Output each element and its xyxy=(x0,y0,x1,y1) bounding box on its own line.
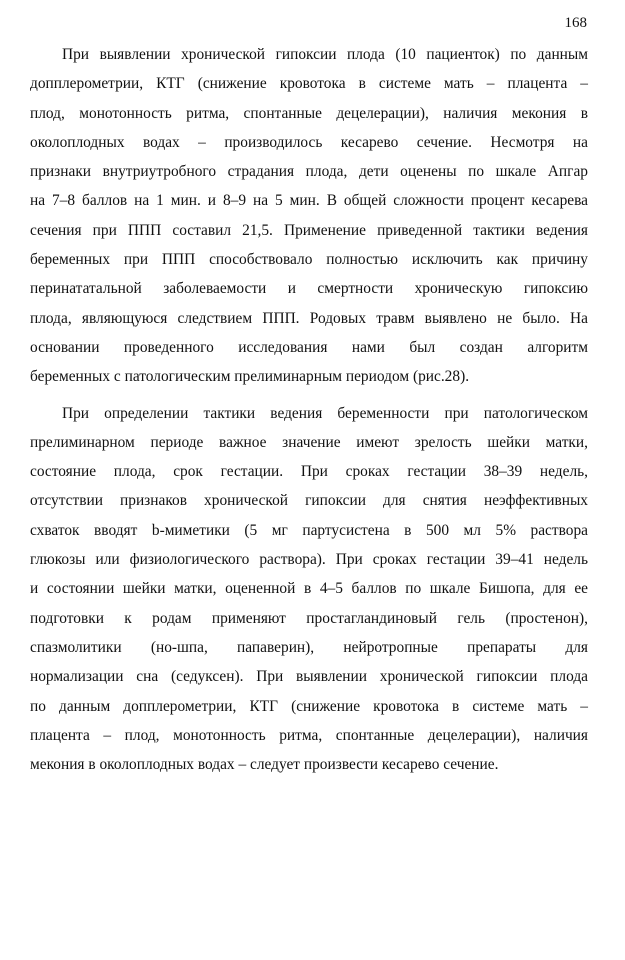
paragraph-1-line-11: основании проведенного исследования нами был создан алгоритм xyxy=(30,338,588,356)
paragraph-2-line-13: мекония в околоплодных водах – следует произвести кесарево сечение. xyxy=(30,756,499,774)
paragraph-2-line-9: спазмолитики (но-шпа, папаверин), нейротропные препараты для xyxy=(30,638,588,656)
paragraph-gap xyxy=(62,392,588,399)
paragraph-1-line-1: При выявлении хронической гипоксии плода (10 пациенток) по данным xyxy=(62,46,588,63)
paragraph-1-line-5: признаки внутриутробного страдания плода, дети оценены по шкале Апгар xyxy=(30,163,588,181)
paragraph-2-line-5: схваток вводят b-миметики (5 мг партусистена в 500 мл 5% раствора xyxy=(30,521,588,539)
paragraph-2-line-8: подготовки к родам применяют простагландиновый гель (простенон), xyxy=(30,609,588,627)
paragraph-2-line-2: прелиминарном периоде важное значение имеют зрелость шейки матки, xyxy=(30,433,588,451)
paragraph-2-line-12: плацента – плод, монотонность ритма, спонтанные децелерации), наличия xyxy=(30,726,588,744)
paragraph-1-line-4: околоплодных водах – производилось кесарево сечение. Несмотря на xyxy=(30,133,588,151)
paragraph-1-line-9: перинататальной заболеваемости и смертности хроническую гипоксию xyxy=(30,280,588,298)
paragraph-2-line-3: состояние плода, срок гестации. При сроках гестации 38–39 недель, xyxy=(30,463,588,481)
paragraph-1-line-10: плода, являющуюся следствием ППП. Родовых травм выявлено не было. На xyxy=(30,309,588,327)
paragraph-2-line-6: глюкозы или физиологического раствора). При сроках гестации 39–41 недель xyxy=(30,551,588,569)
paragraph-1-line-12: беременных с патологическим прелиминарным периодом (рис.28). xyxy=(30,368,470,386)
paragraph-1 xyxy=(30,40,588,392)
paragraph-2-line-1: При определении тактики ведения беременности при патологическом xyxy=(62,404,588,422)
paragraph-1-line-8: беременных при ППП способствовало полностью исключить как причину xyxy=(30,251,588,269)
paragraph-1-line-2: допплерометрии, КТГ (снижение кровотока в системе мать – плацента – xyxy=(30,75,588,93)
paragraph-1-line-6: на 7–8 баллов на 1 мин. и 8–9 на 5 мин. В общей сложности процент кесарева xyxy=(30,192,588,210)
page-number: 168 xyxy=(564,15,587,31)
paragraph-2-line-7: и состоянии шейки матки, оцененной в 4–5 баллов по шкале Бишопа, для ее xyxy=(30,580,588,598)
paragraph-2-line-11: по данным допплерометрии, КТГ (снижение кровотока в системе мать – xyxy=(30,697,588,715)
paragraph-2-line-10: нормализации сна (седуксен). При выявлении хронической гипоксии плода xyxy=(30,668,588,686)
page-body xyxy=(30,40,588,779)
paragraph-2 xyxy=(30,399,588,780)
paragraph-1-line-3: плод, монотонность ритма, спонтанные децелерации), наличия мекония в xyxy=(30,104,588,122)
paragraph-2-line-4: отсутствии признаков хронической гипоксии для снятия неэффективных xyxy=(30,492,588,510)
paragraph-1-line-7: сечения при ППП составил 21,5. Применение приведенной тактики ведения xyxy=(30,221,588,239)
